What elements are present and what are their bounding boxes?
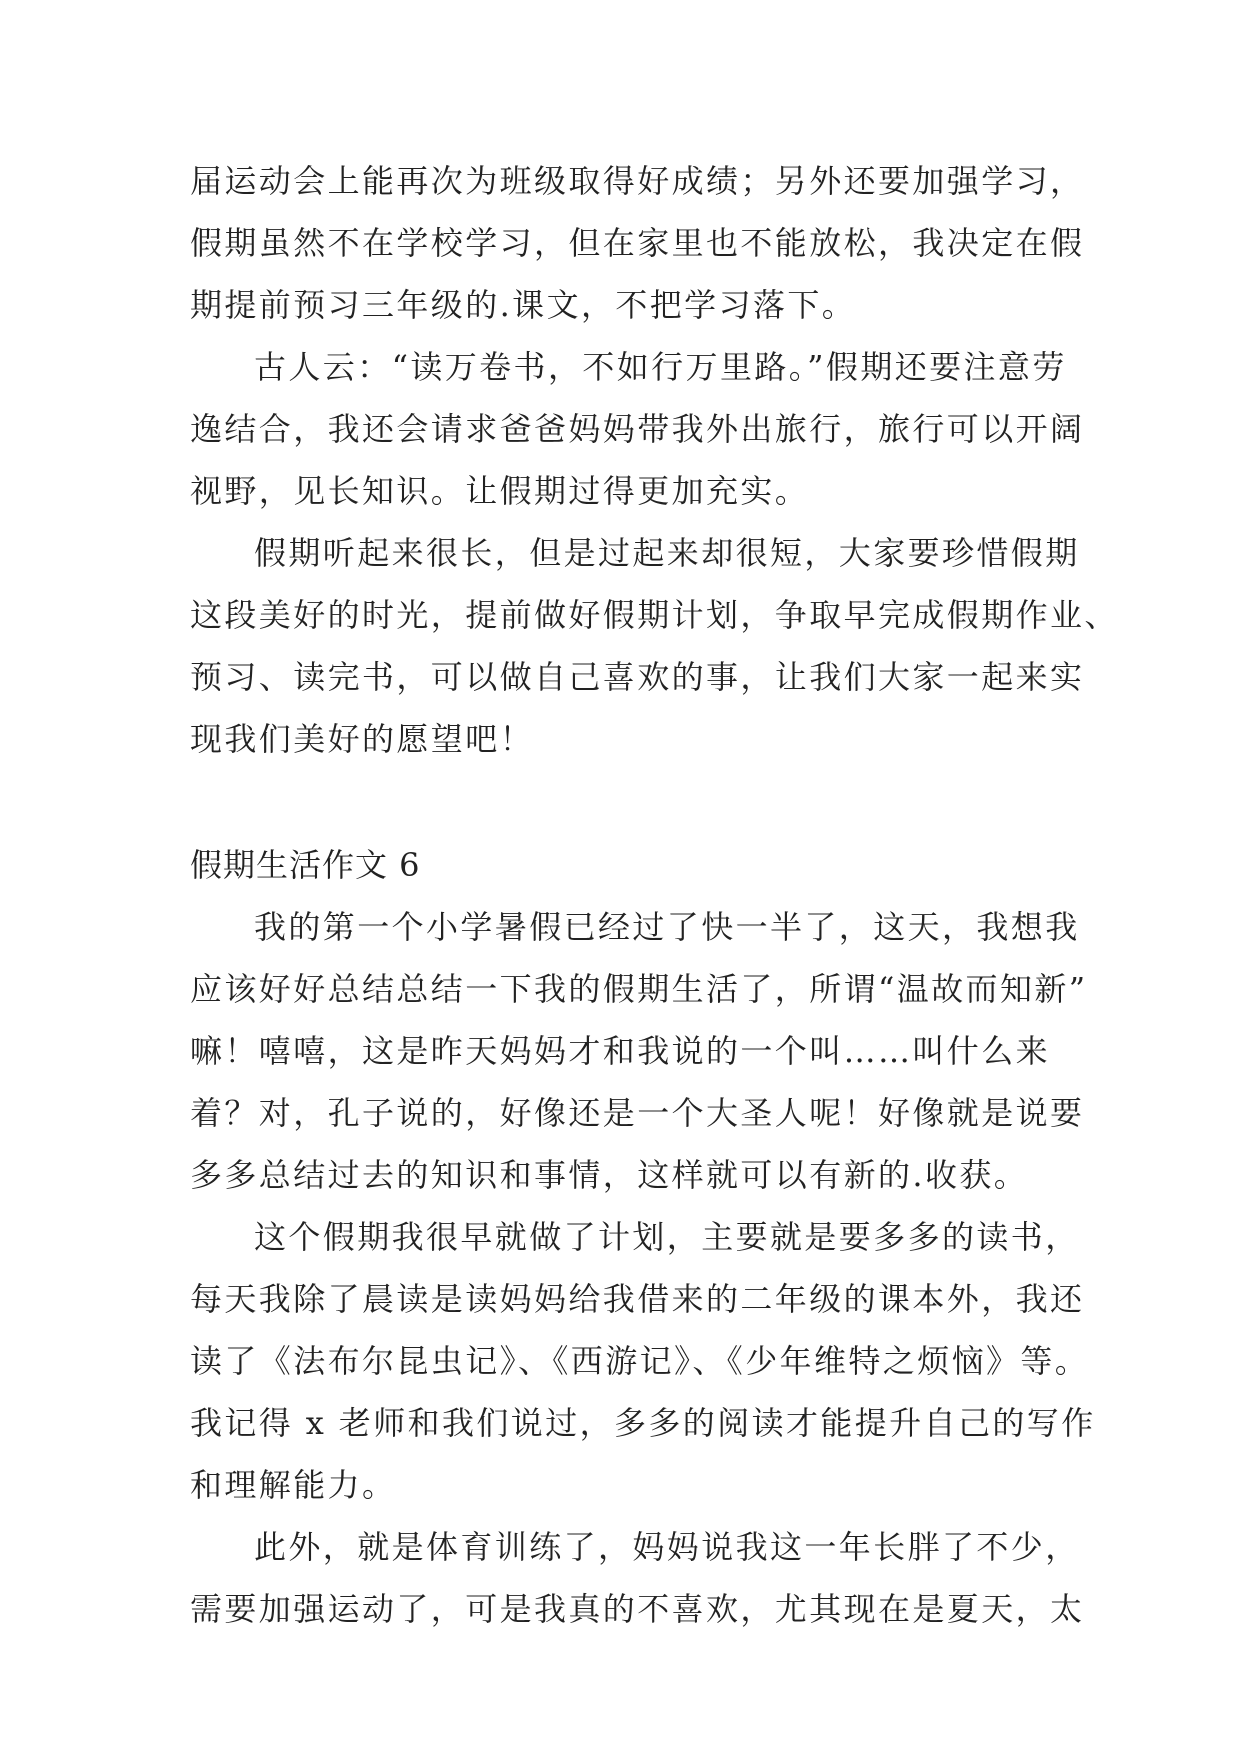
text-line: 假期虽然不在学校学习，但在家里也不能放松，我决定在假 <box>190 224 1085 262</box>
text-line: 多多总结过去的知识和事情，这样就可以有新的.收获。 <box>190 1156 1029 1194</box>
paragraph <box>190 150 1085 336</box>
text-line: 我记得 x 老师和我们说过，多多的阅读才能提升自己的写作 <box>190 1404 1096 1442</box>
text-line: 这个假期我很早就做了计划，主要就是要多多的读书， <box>254 1218 1080 1256</box>
text-line: 预习、读完书，可以做自己喜欢的事，让我们大家一起来实 <box>190 658 1085 696</box>
text-line: 这段美好的时光，提前做好假期计划，争取早完成假期作业、 <box>190 596 1119 634</box>
text-line: 应该好好总结总结一下我的假期生活了，所谓“温故而知新” <box>190 970 1088 1008</box>
text-line: 每天我除了晨读是读妈妈给我借来的二年级的课本外，我还 <box>190 1280 1085 1318</box>
paragraph <box>190 336 1085 522</box>
text-line: 届运动会上能再次为班级取得好成绩；另外还要加强学习， <box>190 162 1085 200</box>
text-line: 现我们美好的愿望吧！ <box>190 720 535 758</box>
text-line: 古人云：“读万卷书，不如行万里路。”假期还要注意劳 <box>254 348 1067 386</box>
text-line: 视野，见长知识。让假期过得更加充实。 <box>190 472 810 510</box>
text-line: 需要加强运动了，可是我真的不喜欢，尤其现在是夏天，太 <box>190 1590 1085 1628</box>
text-line: 我的第一个小学暑假已经过了快一半了，这天，我想我 <box>254 908 1080 946</box>
text-line: 逸结合，我还会请求爸爸妈妈带我外出旅行，旅行可以开阔 <box>190 410 1085 448</box>
text-line: 期提前预习三年级的.课文，不把学习落下。 <box>190 286 857 324</box>
paragraph <box>190 1516 1085 1640</box>
text-line: 着？对，孔子说的，好像还是一个大圣人呢！好像就是说要 <box>190 1094 1085 1132</box>
text-line: 和理解能力。 <box>190 1466 397 1504</box>
paragraph <box>190 522 1119 770</box>
paragraph <box>190 1206 1096 1516</box>
text-line: 读了《法布尔昆虫记》、《西游记》、《少年维特之烦恼》等。 <box>190 1342 1090 1380</box>
text-line: 嘛！嘻嘻，这是昨天妈妈才和我说的一个叫……叫什么来 <box>190 1032 1051 1070</box>
text-line: 假期听起来很长，但是过起来却很短，大家要珍惜假期 <box>254 534 1080 572</box>
text-line: 此外，就是体育训练了，妈妈说我这一年长胖了不少， <box>254 1528 1080 1566</box>
section-title: 假期生活作文 6 <box>190 846 421 884</box>
paragraph <box>190 896 1088 1206</box>
document-page <box>190 150 1119 1640</box>
